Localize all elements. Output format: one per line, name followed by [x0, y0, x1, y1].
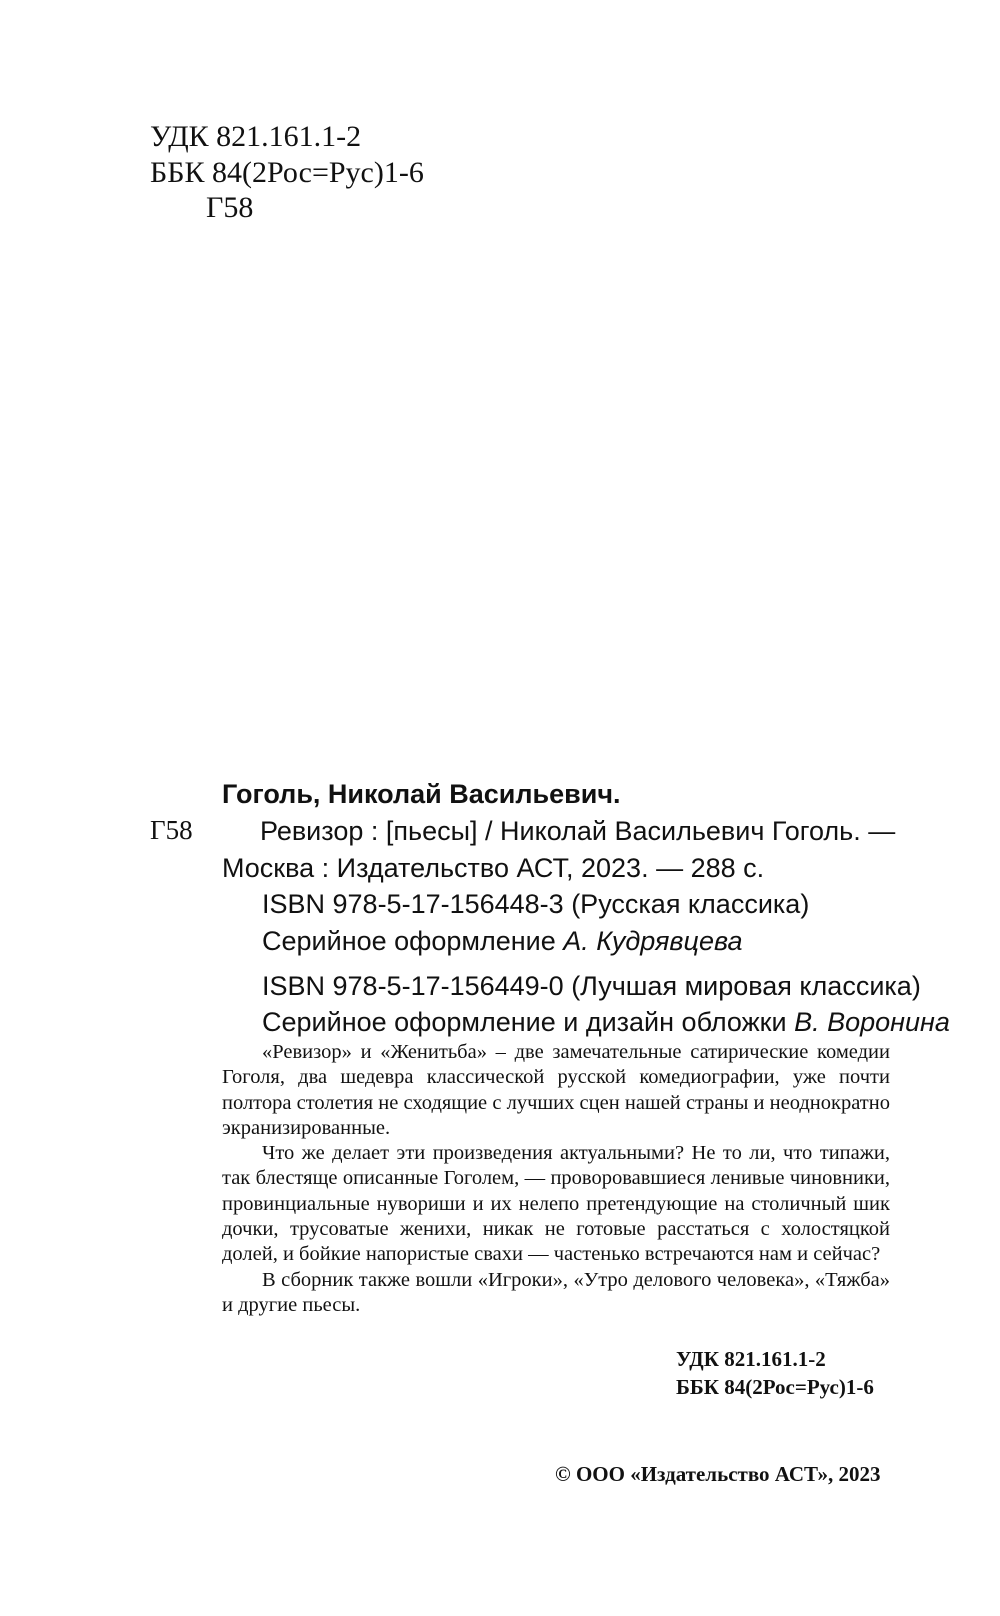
card-title-line-1: Ревизор : [пьесы] / Николай Васильевич Гоголь. —: [260, 816, 896, 846]
top-bbk: ББК 84(2Рос=Рус)1-6: [150, 156, 424, 189]
card-author-mark: Г58: [150, 815, 193, 845]
annotation-paragraph-3: В сборник также вошли «Игроки», «Утро делового человека», «Тяжба» и другие пьесы.: [222, 1268, 890, 1316]
annotation-paragraph-1: «Ревизор» и «Женитьба» – две замечательные сатирические комедии Гоголя, два шедевра классической русской комедиографии, уже почти полтора столетия не сходящие с лучших сцен нашей страны и неоднократно экранизированные.: [222, 1041, 890, 1139]
top-author-mark: Г58: [206, 191, 254, 224]
card-design-1: [262, 925, 743, 957]
card-design-1-prefix: Серийное оформление: [262, 926, 564, 956]
bottom-bbk: ББК 84(2Рос=Рус)1-6: [676, 1375, 874, 1399]
bottom-udk: УДК 821.161.1-2: [676, 1347, 826, 1371]
card-design-2-prefix: Серийное оформление и дизайн обложки: [262, 1007, 795, 1037]
card-design-2-name: В. Воронина: [794, 1007, 950, 1037]
card-design-1-name: А. Кудрявцева: [563, 926, 743, 956]
card-title-line-2: Москва : Издательство АСТ, 2023. — 288 с.: [222, 853, 765, 883]
annotation-paragraph-2: Что же делает эти произведения актуальными? Не то ли, что типажи, так блестяще описанные Гоголем, — проворовавшиеся ленивые чиновники, провинциальные нувориши и их нелепо претендующие на столичный шик дочки, трусоватые женихи, никак не готовые расстаться с холостяцкой долей, и бойкие напористые свахи — частенько встречаются нам и сейчас?: [222, 1142, 890, 1266]
top-udk: УДК 821.161.1-2: [150, 120, 362, 153]
card-isbn-2: ISBN 978-5-17-156449-0 (Лучшая мировая классика): [262, 971, 921, 1001]
copyright-line: © ООО «Издательство АСТ», 2023: [555, 1462, 881, 1486]
card-author-heading: Гоголь, Николай Васильевич.: [222, 779, 621, 809]
annotation: [222, 1040, 890, 1318]
card-isbn-1: ISBN 978-5-17-156448-3 (Русская классика): [262, 889, 810, 919]
card-design-2: [262, 1006, 950, 1038]
